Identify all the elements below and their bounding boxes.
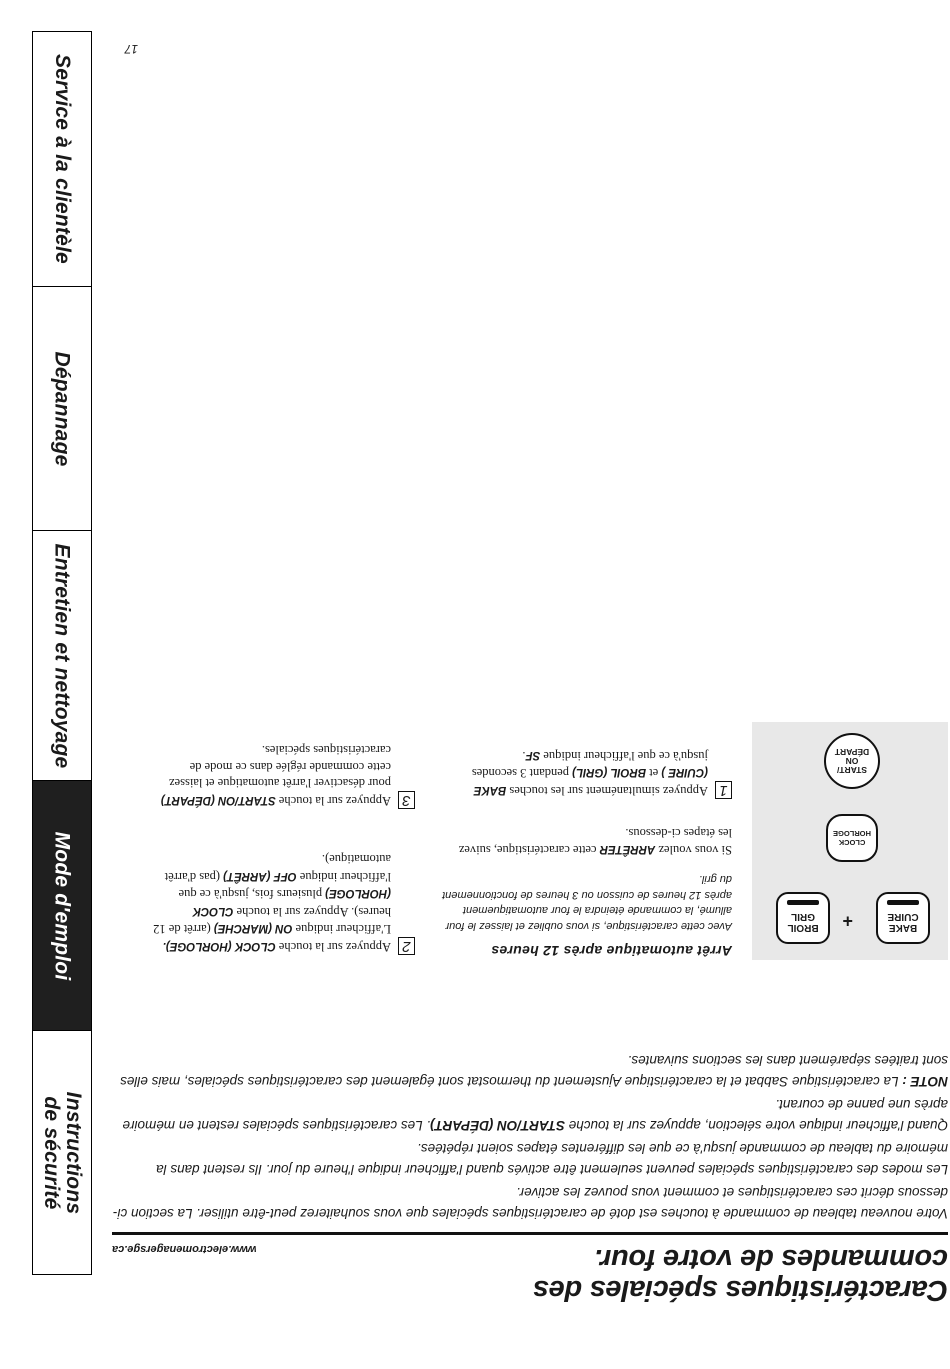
page-title-line2: commandes de votre four. [594, 1243, 948, 1275]
clock-button-label: CLOCK HORLOGE [833, 829, 871, 847]
tab-label: Entretien et nettoyage [51, 543, 75, 768]
start-button [824, 733, 880, 789]
step-2 [125, 815, 415, 955]
step-number: 3 [398, 791, 415, 809]
tab-label: Instructions de sécurité [39, 1091, 86, 1214]
plus-sign: + [842, 911, 853, 931]
step-3 [125, 709, 415, 809]
step-text: Appuyez sur la touche START/ON (DÉPART) pour désactiver l'arrêt automatique et laissez cette commande réglée dans ce mode de caractéristiques spéciales. [160, 743, 391, 808]
bake-indicator-bar [887, 900, 919, 905]
broil-indicator-bar [787, 900, 819, 905]
broil-button-label: BROIL GRIL [787, 911, 819, 933]
control-panel-illustration [752, 722, 948, 960]
page-number: 17 [124, 42, 138, 56]
tab-mode-emploi[interactable] [33, 780, 91, 1030]
page-title [348, 1243, 948, 1305]
page-title-line1: Caractéristiques spéciales des [533, 1274, 948, 1306]
tab-label: Dépannage [51, 351, 75, 467]
section-intro: Avec cette caractéristique, si vous oubliez et laissez le four allumé, la commande éteindra le four automatiquement après 12 heures de cuisson ou 3 heures de fonctionnement du gril. [442, 873, 732, 932]
step-number: 1 [715, 781, 732, 799]
step-1 [442, 729, 732, 799]
intro-note: NOTE : La caractéristique Sabbat et la caractéristique Ajustement du thermostat sont également des caractéristiques spéciales, mais elles sont traitées séparément dans les sections suivantes. [120, 1053, 948, 1089]
intro-paragraph-3: Quand l'afficheur indique votre sélection, appuyez sur la touche START/ON (DÉPART). Les caractéristiques spéciales restent en mémoire après une panne de courant. [122, 1097, 948, 1133]
tab-label: Service à la clientèle [51, 54, 75, 264]
section-heading: Arrêt automatique après 12 heures [491, 943, 732, 959]
section-tabs [32, 31, 92, 1275]
tab-instructions-securite[interactable] [33, 1030, 91, 1274]
section-instruction: Si vous voulez ARRÊTER cette caractéristique, suivez les étapes ci-dessous. [458, 826, 732, 857]
tab-entretien-nettoyage[interactable] [33, 530, 91, 780]
bake-button-label: BAKE CUIRE [887, 911, 919, 933]
start-button-label: START/ ON DÉPART [834, 747, 870, 776]
intro-text [112, 1048, 948, 1224]
website-link[interactable]: www.electromenagersge.ca [112, 1243, 257, 1255]
broil-button [776, 892, 830, 944]
step-text: Appuyez sur la touche CLOCK (HORLOGE). L'afficheur indique ON (MARCHE) (arrêt de 12 heures). Appuyez sur la touche CLOCK (HORLOGE) plusieurs fois, jusqu'à ce que l'afficheur indique OFF (ARRÊT) (pas d'arrêt automatique). [153, 852, 391, 954]
clock-button [826, 814, 878, 862]
intro-paragraph-2: Les modes des caractéristiques spéciales peuvent seulement être activés quand l'afficheur indique l'heure du jour. Ils restent dans la mémoire du tableau de commande jusqu'à ce que les différentes étapes soient répétées. [156, 1141, 948, 1177]
intro-paragraph-1: Votre nouveau tableau de commande à touches est doté de caractéristiques spéciales que vous souhaiterez peut-être utiliser. La section ci-dessous décrit ces caractéristiques et comment vous pouvez les activer. [113, 1185, 948, 1221]
tab-service-clientele[interactable] [33, 32, 91, 286]
step-text: Appuyez simultanément sur les touches BAKE (CUIRE ) et BROIL (GRIL) pendant 3 secondes jusqu'à ce que l'afficheur indique SF. [471, 749, 708, 798]
header-rule [112, 1232, 948, 1235]
bake-button [876, 892, 930, 944]
tab-label: Mode d'emploi [51, 831, 75, 980]
tab-depannage[interactable] [33, 286, 91, 530]
step-number: 2 [398, 937, 415, 955]
